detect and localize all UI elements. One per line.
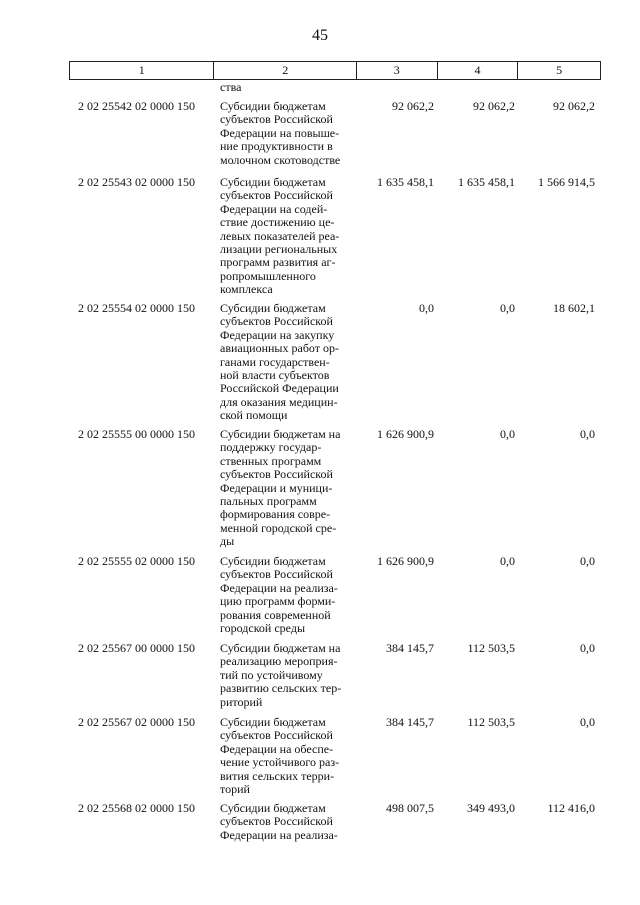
description-line: Субсидии бюджетам на (220, 641, 341, 655)
row-code: 2 02 25567 02 0000 150 (78, 715, 195, 729)
row-description (220, 555, 354, 635)
row-value-col5: 0,0 (580, 554, 595, 568)
description-line: субъектов Российской (220, 112, 333, 127)
row-description (220, 716, 354, 796)
row-value-col3: 498 007,5 (386, 801, 434, 815)
description-line: Российской Федерации (220, 381, 339, 396)
description-line: Федерации на повыше- (220, 125, 340, 140)
description-line: менной городской сре- (220, 520, 337, 535)
description-line: цию программ форми- (220, 594, 336, 609)
description-line: Субсидии бюджетам (220, 554, 326, 568)
row-value-col4: 0,0 (500, 554, 515, 568)
row-value-col4: 349 493,0 (467, 801, 515, 815)
header-col-3: 3 (357, 62, 438, 79)
row-value-col3: 0,0 (419, 301, 434, 315)
description-line: риторий (220, 694, 263, 709)
description-line: развитию сельских тер- (220, 681, 342, 696)
description-line: реализацию мероприя- (220, 654, 338, 669)
row-value-col3: 1 635 458,1 (377, 175, 434, 189)
table-header (69, 61, 601, 80)
description-line: Федерации на содей- (220, 201, 328, 216)
row-code: 2 02 25542 02 0000 150 (78, 99, 195, 113)
description-line: тий по устойчивому (220, 667, 323, 682)
description-line: Федерации на закупку (220, 327, 335, 342)
description-line: ды (220, 534, 235, 549)
description-line: Федерации на обеспе- (220, 741, 334, 756)
description-line: ной власти субъектов (220, 368, 330, 383)
row-value-col5: 112 416,0 (547, 801, 595, 815)
description-line: ганами государствен- (220, 354, 330, 369)
description-line: ние продуктивности в (220, 139, 333, 154)
row-value-col3: 1 626 900,9 (377, 427, 434, 441)
continuation-text: ства (220, 80, 242, 94)
row-value-col5: 1 566 914,5 (538, 175, 595, 189)
description-line: комплекса (220, 282, 273, 297)
description-line: левых показателей реа- (220, 228, 340, 243)
description-line: лизации региональных (220, 242, 338, 257)
description-line: городской среды (220, 621, 306, 636)
row-value-col4: 0,0 (500, 301, 515, 315)
row-value-col5: 0,0 (580, 641, 595, 655)
description-line: субъектов Российской (220, 728, 333, 743)
row-value-col4: 112 503,5 (467, 641, 515, 655)
row-value-col3: 384 145,7 (386, 641, 434, 655)
description-line: субъектов Российской (220, 467, 333, 482)
row-description (220, 802, 354, 842)
header-col-4: 4 (438, 62, 519, 79)
row-code: 2 02 25567 00 0000 150 (78, 641, 195, 655)
row-value-col5: 0,0 (580, 715, 595, 729)
row-value-col4: 0,0 (500, 427, 515, 441)
description-line: Субсидии бюджетам (220, 175, 326, 189)
row-description (220, 100, 354, 167)
row-description (220, 642, 354, 709)
description-line: торий (220, 782, 250, 797)
description-line: авиационных работ ор- (220, 341, 340, 356)
row-value-col3: 92 062,2 (392, 99, 434, 113)
row-code: 2 02 25543 02 0000 150 (78, 175, 195, 189)
description-line: ствие достижению це- (220, 215, 335, 230)
row-value-col5: 18 602,1 (553, 301, 595, 315)
description-line: Федерации на реализа- (220, 580, 338, 595)
description-line: субъектов Российской (220, 814, 333, 829)
description-line: субъектов Российской (220, 567, 333, 582)
row-description (220, 302, 354, 423)
row-value-col3: 384 145,7 (386, 715, 434, 729)
description-line: ропромышленного (220, 268, 316, 283)
row-value-col5: 0,0 (580, 427, 595, 441)
row-code: 2 02 25554 02 0000 150 (78, 301, 195, 315)
row-description (220, 428, 354, 549)
description-line: поддержку государ- (220, 440, 322, 455)
row-description (220, 176, 354, 297)
description-line: Субсидии бюджетам (220, 99, 326, 113)
description-line: пальных программ (220, 494, 317, 509)
description-line: ской помощи (220, 408, 288, 423)
row-code: 2 02 25555 00 0000 150 (78, 427, 195, 441)
description-line: чение устойчивого раз- (220, 755, 340, 770)
row-value-col4: 1 635 458,1 (458, 175, 515, 189)
description-line: Федерации на реализа- (220, 827, 338, 842)
row-code: 2 02 25555 02 0000 150 (78, 554, 195, 568)
description-line: формирования совре- (220, 507, 331, 522)
description-line: Субсидии бюджетам (220, 801, 326, 815)
description-line: Федерации и муници- (220, 480, 333, 495)
description-line: Субсидии бюджетам (220, 301, 326, 315)
description-line: субъектов Российской (220, 188, 333, 203)
description-line: вития сельских терри- (220, 768, 335, 783)
header-col-1: 1 (70, 62, 214, 79)
page-number: 45 (312, 27, 328, 44)
row-code: 2 02 25568 02 0000 150 (78, 801, 195, 815)
row-value-col4: 92 062,2 (473, 99, 515, 113)
description-line: молочном скотоводстве (220, 152, 341, 167)
header-col-5: 5 (556, 63, 563, 77)
description-line: субъектов Российской (220, 314, 333, 329)
row-value-col3: 1 626 900,9 (377, 554, 434, 568)
description-line: Субсидии бюджетам на (220, 427, 341, 441)
header-col-2: 2 (214, 62, 356, 79)
description-line: Субсидии бюджетам (220, 715, 326, 729)
description-line: для оказания медицин- (220, 394, 338, 409)
row-value-col5: 92 062,2 (553, 99, 595, 113)
description-line: рования современной (220, 607, 331, 622)
row-value-col4: 112 503,5 (467, 715, 515, 729)
description-line: программ развития аг- (220, 255, 336, 270)
description-line: ственных программ (220, 453, 322, 468)
